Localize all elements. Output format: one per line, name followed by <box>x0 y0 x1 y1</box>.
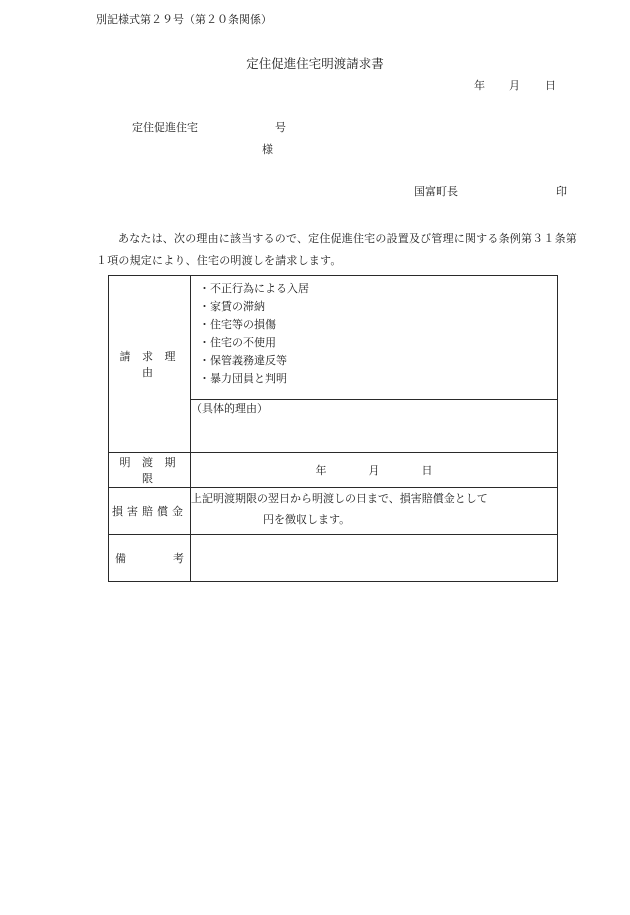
deadline-month: 月 <box>368 464 380 477</box>
date-month-label: 月 <box>509 79 520 92</box>
concrete-reason-label: （具体的理由） <box>191 402 268 415</box>
form-number: 別記様式第２９号（第２０条関係） <box>96 13 272 26</box>
issuer-title: 国富町長 <box>414 185 458 198</box>
reason-label: 請 求 理 由 <box>109 276 191 453</box>
reason-row <box>109 276 558 400</box>
issuer-seal: 印 <box>556 185 567 198</box>
reason-item: ・家賃の滞納 <box>199 300 265 313</box>
body-text: あなたは、次の理由に該当するので、定住促進住宅の設置及び管理に関する条例第３１条第１項の規定により、住宅の明渡しを請求します。 <box>96 232 577 267</box>
deadline-row <box>109 453 558 488</box>
damages-label: 損害賠償金 <box>109 488 191 535</box>
reason-item: ・保管義務違反等 <box>199 354 287 367</box>
request-table <box>108 275 558 582</box>
deadline-year: 年 <box>315 464 327 477</box>
deadline-label: 明 渡 期 限 <box>109 453 191 488</box>
addressee-housing: 定住促進住宅 <box>132 121 198 134</box>
damages-row <box>109 488 558 535</box>
addressee-number-label: 号 <box>275 121 286 134</box>
remarks-label-left: 備 <box>115 552 126 565</box>
addressee-honorific: 様 <box>262 143 273 156</box>
reason-item: ・住宅の不使用 <box>199 336 276 349</box>
reason-item: ・暴力団員と判明 <box>199 372 287 385</box>
date-day-label: 日 <box>545 79 556 92</box>
reason-list-cell <box>191 276 558 400</box>
remarks-row <box>109 535 558 582</box>
remarks-cell[interactable] <box>191 535 558 582</box>
date-year-label: 年 <box>474 79 485 92</box>
reason-item: ・不正行為による入居 <box>199 282 309 295</box>
concrete-reason-cell[interactable] <box>191 400 558 453</box>
deadline-cell[interactable] <box>191 453 558 488</box>
damages-line1: 上記明渡期限の翌日から明渡しの日まで、損害賠償金として <box>191 492 488 505</box>
remarks-label-cell <box>109 535 191 582</box>
damages-cell[interactable] <box>191 488 558 535</box>
reason-list <box>191 276 557 388</box>
remarks-label-right: 考 <box>173 552 184 565</box>
document-title: 定住促進住宅明渡請求書 <box>246 56 384 71</box>
damages-line2: 円を徴収します。 <box>263 513 351 526</box>
deadline-day: 日 <box>421 464 433 477</box>
reason-item: ・住宅等の損傷 <box>199 318 276 331</box>
